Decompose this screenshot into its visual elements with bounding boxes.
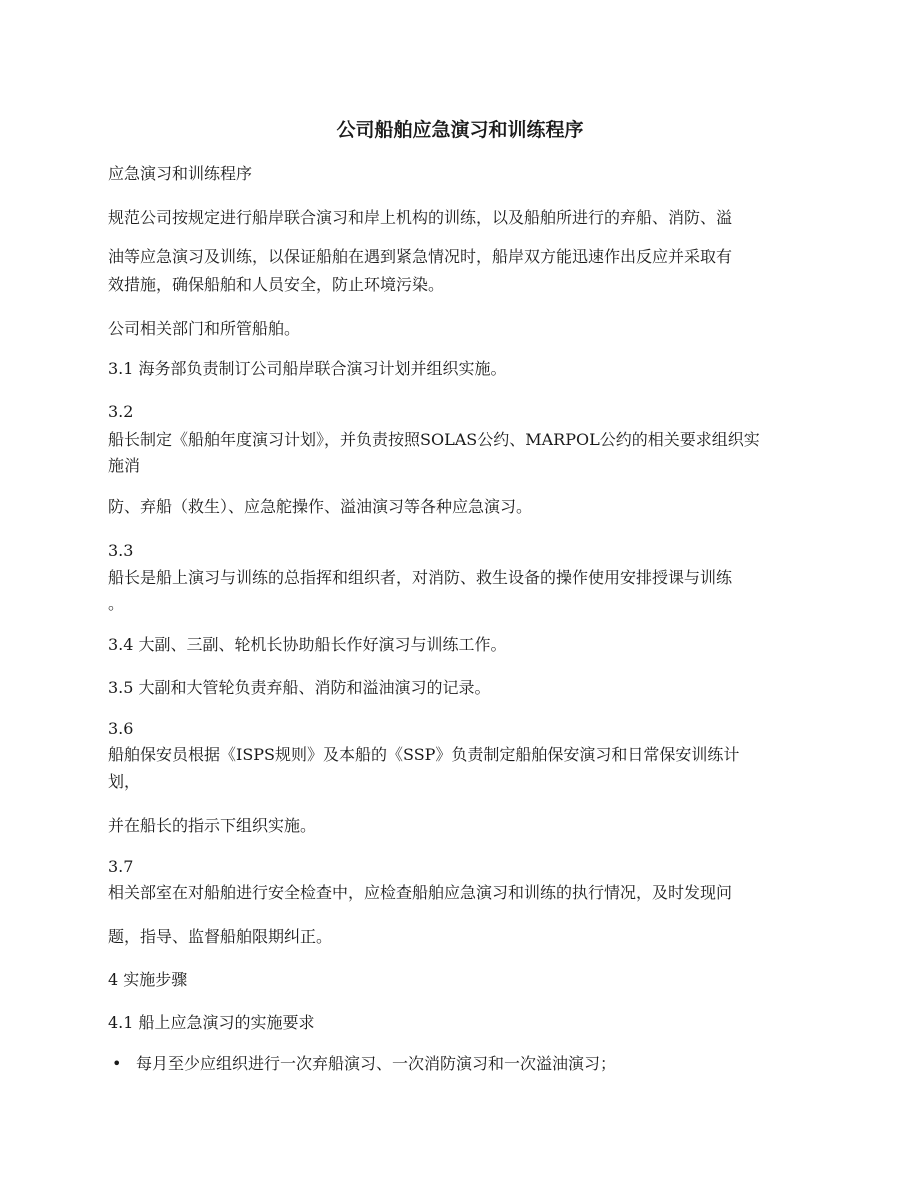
clause-3-3-number: 3.3 [108, 541, 134, 560]
clause-3-7-number: 3.7 [108, 857, 134, 876]
clause-3-2-number: 3.2 [108, 402, 134, 421]
section-4-heading: 4 实施步骤 [108, 970, 188, 989]
clause-3-7-line-1: 相关部室在对船舶进行安全检查中，应检查船舶应急演习和训练的执行情况，及时发现问 [108, 883, 733, 902]
bullet-marker: • [112, 1054, 122, 1073]
section-heading: 应急演习和训练程序 [108, 164, 253, 183]
clause-3-2-line-3: 防、弃船（救生）、应急舵操作、溢油演习等各种应急演习。 [108, 497, 533, 516]
scope-line: 公司相关部门和所管船舶。 [108, 319, 301, 338]
clause-3-4: 3.4 大副、三副、轮机长协助船长作好演习与训练工作。 [108, 635, 507, 654]
clause-3-6-number: 3.6 [108, 719, 134, 738]
section-4-1-heading: 4.1 船上应急演习的实施要求 [108, 1013, 315, 1032]
clause-3-1: 3.1 海务部负责制订公司船岸联合演习计划并组织实施。 [108, 359, 507, 378]
clause-3-2-line-1: 船长制定《船舶年度演习计划》，并负责按照SOLAS公约、MARPOL公约的相关要求组织实 [108, 430, 760, 449]
clause-3-3-line-1: 船长是船上演习与训练的总指挥和组织者，对消防、救生设备的操作使用安排授课与训练 [108, 568, 733, 587]
document-title: 公司船舶应急演习和训练程序 [336, 119, 584, 141]
purpose-line-1: 规范公司按规定进行船岸联合演习和岸上机构的训练，以及船舶所进行的弃船、消防、溢 [108, 208, 733, 227]
clause-3-7-line-2: 题，指导、监督船舶限期纠正。 [108, 927, 333, 946]
purpose-line-2: 油等应急演习及训练，以保证船舶在遇到紧急情况时，船岸双方能迅速作出反应并采取有 [108, 247, 733, 266]
clause-3-3-line-2: 。 [108, 594, 125, 613]
clause-3-6-line-1: 船舶保安员根据《ISPS规则》及本船的《SSP》负责制定船舶保安演习和日常保安训练计 [108, 745, 740, 764]
purpose-line-3: 效措施，确保船舶和人员安全，防止环境污染。 [108, 275, 445, 294]
bullet-item: 每月至少应组织进行一次弃船演习、一次消防演习和一次溢油演习； [136, 1054, 617, 1073]
clause-3-2-line-2: 施消 [108, 456, 141, 475]
clause-3-5: 3.5 大副和大管轮负责弃船、消防和溢油演习的记录。 [108, 678, 491, 697]
clause-3-6-line-2: 划， [108, 772, 141, 791]
clause-3-6-line-3: 并在船长的指示下组织实施。 [108, 816, 317, 835]
